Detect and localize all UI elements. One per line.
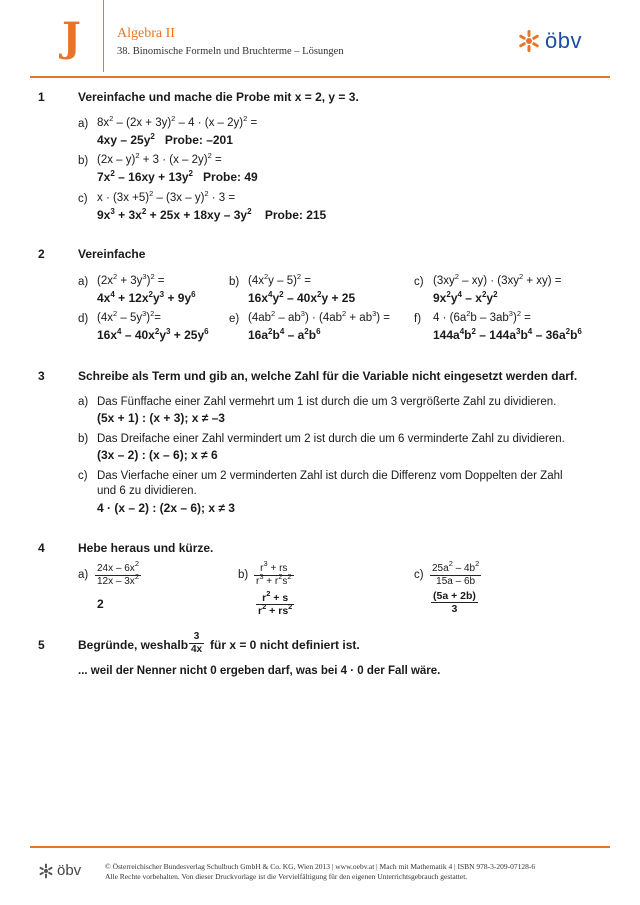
task-2f-label: f) <box>414 313 422 325</box>
footer-wordmark: öbv <box>57 862 82 879</box>
task-4c-fraction: $25a^2 - 4b^2$ 15a – 6b <box>432 559 480 587</box>
task-5-title-end: für x = 0 nicht definiert ist. <box>210 638 360 652</box>
task-2a-term: $(2x^2 + 3y^3)^2$ = <box>97 272 165 287</box>
task-2e-label: e) <box>229 313 240 325</box>
task-4-title: Hebe heraus und kürze. <box>78 541 214 555</box>
footer-rule <box>30 846 610 848</box>
task-1b-label: b) <box>78 155 89 167</box>
task-5-number: 5 <box>38 638 45 652</box>
obv-star-icon <box>517 29 541 53</box>
task-2c-term: $(3xy^2 - xy) \cdot (3xy^2 + xy)$ = <box>433 272 562 287</box>
task-3c-text-line2: und 6 zu dividieren. <box>97 485 197 497</box>
task-3a-label: a) <box>78 396 89 408</box>
task-2d-label: d) <box>78 313 89 325</box>
task-2a-label: a) <box>78 276 89 288</box>
task-1-title: Vereinfache und mache die Probe mit x = 2, y = 3. <box>78 90 359 104</box>
task-2-number: 2 <box>38 247 45 261</box>
task-2d-term: $(4x^2 - 5y^3)^2=$ <box>97 309 161 324</box>
task-4b-label: b) <box>238 569 249 581</box>
task-2d-answer: $16x^4 - 40x^2y^3 + 25y^6$ <box>97 327 209 342</box>
task-1c-term: $x \cdot (3x +5)^2 - (3x - y)^2 \cdot 3$ = <box>97 189 236 204</box>
task-3a-text: Das Fünffache einer Zahl vermehrt um 1 ist durch die um 3 vergrößerte Zahl zu dividieren. <box>97 396 557 408</box>
task-3b-answer: (3x – 2) : (x – 6); x ≠ 6 <box>97 448 218 462</box>
task-5-answer: ... weil der Nenner nicht 0 ergeben darf, was bei 4 · 0 der Fall wäre. <box>78 665 441 677</box>
task-1b-answer: $7x^2 - 16xy + 13y^2$ Probe: 49 <box>97 169 258 184</box>
task-1c-label: c) <box>78 193 88 205</box>
page-title: Algebra II <box>117 26 175 41</box>
obv-star-icon <box>38 863 54 879</box>
task-3c-answer: 4 · (x – 2) : (2x – 6); x ≠ 3 <box>97 501 235 515</box>
task-2c-label: c) <box>414 276 424 288</box>
task-1a-term: $8x^2 - (2x + 3y)^2 - 4 \cdot (x - 2y)^2$ = <box>97 114 258 129</box>
task-2-title: Vereinfache <box>78 247 146 261</box>
task-3c-text-line1: Das Vierfache einer um 2 verminderten Zahl ist durch die Differenz vom Doppelten der Zahl <box>97 470 563 482</box>
task-1c-answer: $9x^3 + 3x^2 + 25x + 18xy - 3y^2$ Probe: 215 <box>97 207 327 222</box>
footer-copyright: © Österreichischer Bundesverlag Schulbuch GmbH & Co. KG, Wien 2013 | www.oebv.at | Mach mit Mathematik 4 | ISBN 978-3-209-07128-6 <box>105 862 536 871</box>
task-1a-label: a) <box>78 118 89 130</box>
task-2f-answer: $144a^4b^2 - 144a^3b^4 - 36a^2b^6$ <box>433 327 582 342</box>
task-3b-text: Das Dreifache einer Zahl vermindert um 2 ist durch die um 6 verminderte Zahl zu dividieren. <box>97 433 565 445</box>
task-3a-answer: (5x + 1) : (x + 3); x ≠ –3 <box>97 411 225 425</box>
task-2f-term: $4 \cdot (6a^2b - 3ab^3)^2$ = <box>433 309 531 324</box>
page-subtitle: 38. Binomische Formeln und Bruchterme – Lösungen <box>117 46 344 57</box>
task-1b-term: (2x – y)$^2$ + 3 · (x – 2y)$^2$ = <box>97 151 222 166</box>
task-4a-fraction: $24x - 6x^2$ $12x - 3x^2$ <box>97 559 139 587</box>
task-4b-answer: $r^2 + s$ $r^2 + rs^2$ <box>258 589 293 617</box>
task-4-number: 4 <box>38 541 45 555</box>
footer-rights: Alle Rechte vorbehalten. Von dieser Druckvorlage ist die Vervielfältigung für den eigenen Unterrichtsgebrauch gestattet. <box>105 872 468 881</box>
header-divider <box>103 0 104 72</box>
task-2b-term: $(4x^2y - 5)^2$ = <box>248 272 312 287</box>
task-2e-term: $(4ab^2 - ab^3) \cdot (4ab^2 + ab^3)$ = <box>248 309 391 324</box>
task-5-title-start: Begründe, weshalb <box>78 638 189 652</box>
task-1a-answer: $4xy - 25y^2$ Probe: –201 <box>97 132 233 147</box>
publisher-logo <box>517 28 582 54</box>
task-1-number: 1 <box>38 90 45 104</box>
footer-logo <box>38 862 81 879</box>
task-4b-fraction: $r^3$ + rs $r^3 + r^2s^2$ <box>256 559 292 587</box>
task-4a-label: a) <box>78 569 89 581</box>
task-4c-answer: (5a + 2b) 3 <box>433 590 476 615</box>
header-rule <box>30 76 610 78</box>
task-2a-answer: $4x^4 + 12x^2y^3 + 9y^6$ <box>97 290 196 305</box>
task-4a-answer: 2 <box>97 597 104 611</box>
task-2b-answer: $16x^4y^2 - 40x^2y + 25$ <box>248 290 356 305</box>
task-3b-label: b) <box>78 433 89 445</box>
task-4c-label: c) <box>414 569 424 581</box>
task-3-number: 3 <box>38 369 45 383</box>
task-3-title: Schreibe als Term und gib an, welche Zahl für die Variable nicht eingesetzt werden darf. <box>78 369 578 383</box>
task-2b-label: b) <box>229 276 240 288</box>
logo-wordmark: öbv <box>545 28 582 53</box>
chapter-letter: J <box>62 14 81 61</box>
task-3c-label: c) <box>78 470 88 482</box>
task-2c-answer: $9x^2y^4 - x^2y^2$ <box>433 290 498 305</box>
task-2e-answer: $16a^2b^4 - a^2b^6$ <box>248 327 321 342</box>
task-5-fraction: 3 4x <box>191 631 203 655</box>
